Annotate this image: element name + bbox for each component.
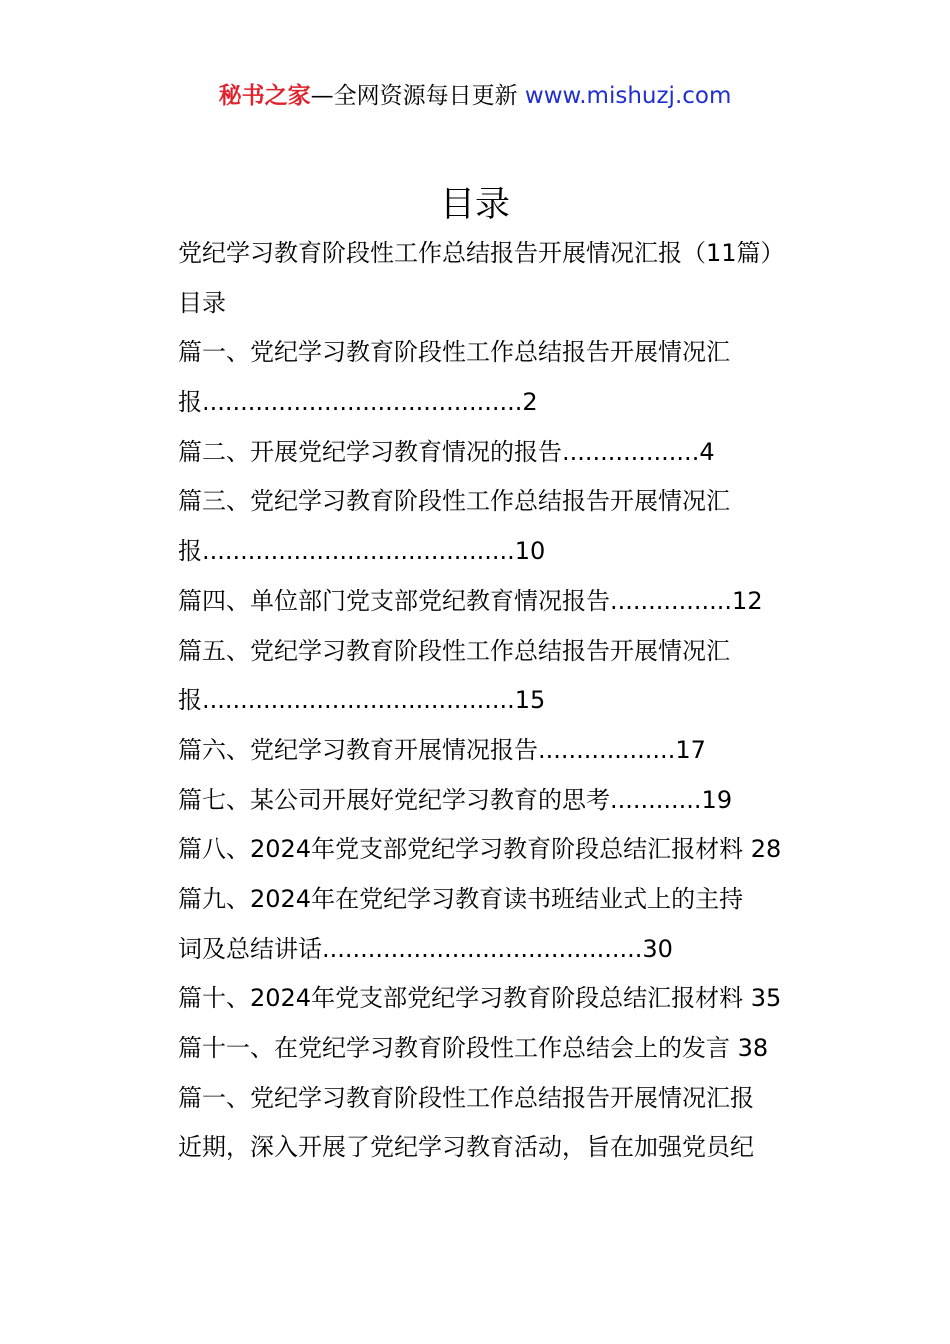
toc-entry-5[interactable]: 篇五、党纪学习教育阶段性工作总结报告开展情况汇 — [178, 636, 730, 665]
site-url-link[interactable]: www.mishuzj.com — [524, 83, 732, 109]
toc-entry-2[interactable]: 篇二、开展党纪学习教育情况的报告..................4 — [178, 437, 715, 466]
document-heading: 党纪学习教育阶段性工作总结报告开展情况汇报（11篇） — [178, 239, 785, 267]
section-heading: 篇一、党纪学习教育阶段性工作总结报告开展情况汇报 — [178, 1083, 754, 1112]
site-header — [0, 78, 950, 114]
toc-entry-7[interactable]: 篇七、某公司开展好党纪学习教育的思考............19 — [178, 785, 733, 814]
site-brand: 秘书之家 — [218, 83, 311, 109]
toc-entry-3[interactable]: 篇三、党纪学习教育阶段性工作总结报告开展情况汇 — [178, 487, 730, 516]
body-paragraph: 近期，深入开展了党纪学习教育活动，旨在加强党员纪 — [178, 1133, 754, 1162]
toc-entry-4[interactable]: 篇四、单位部门党支部党纪教育情况报告................12 — [178, 586, 763, 615]
toc-entry-5-continued[interactable]: 报.........................................15 — [178, 686, 546, 715]
toc-heading: 目录 — [178, 288, 226, 317]
toc-entry-10[interactable]: 篇十、2024年党支部党纪学习教育阶段总结汇报材料 35 — [178, 984, 782, 1013]
toc-entry-1-continued[interactable]: 报..........................................2 — [178, 388, 538, 417]
site-tagline: —全网资源每日更新 — [310, 83, 518, 109]
document-body — [178, 229, 838, 1173]
document-title: 目录 — [439, 185, 510, 225]
toc-entry-9-continued[interactable]: 词及总结讲话..........................................30 — [178, 934, 673, 963]
toc-entry-3-continued[interactable]: 报.........................................10 — [178, 537, 546, 566]
toc-entry-1[interactable]: 篇一、党纪学习教育阶段性工作总结报告开展情况汇 — [178, 338, 730, 367]
toc-entry-8[interactable]: 篇八、2024年党支部党纪学习教育阶段总结汇报材料 28 — [178, 835, 782, 864]
toc-entry-9[interactable]: 篇九、2024年在党纪学习教育读书班结业式上的主持 — [178, 884, 744, 913]
toc-entry-11[interactable]: 篇十一、在党纪学习教育阶段性工作总结会上的发言 38 — [178, 1034, 769, 1062]
toc-entry-6[interactable]: 篇六、党纪学习教育开展情况报告..................17 — [178, 735, 706, 764]
